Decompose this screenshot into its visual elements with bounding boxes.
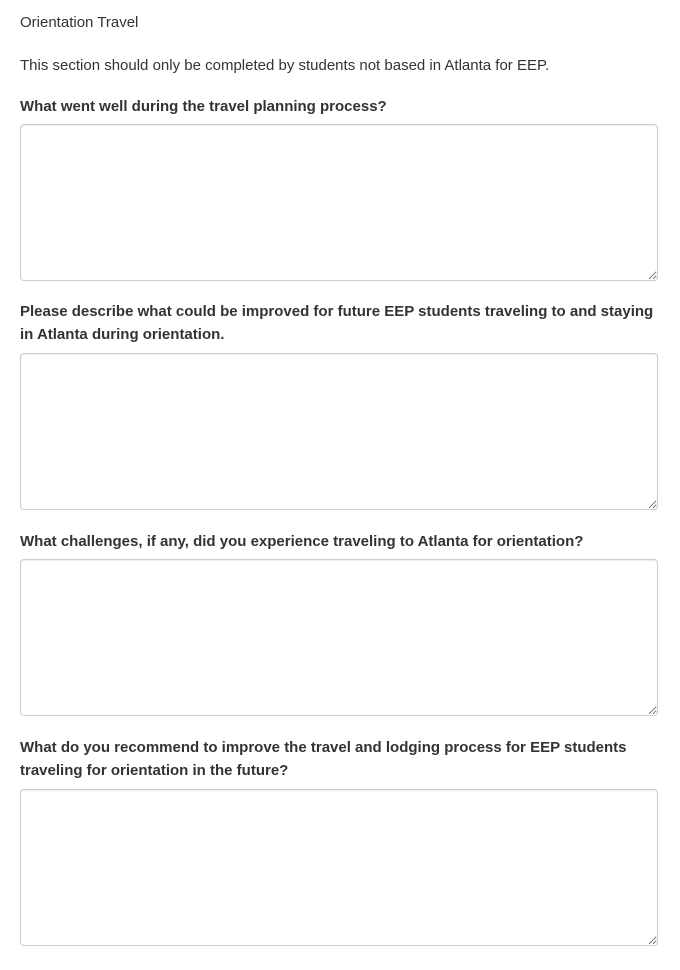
answer-field-travel-lodging-recommendations[interactable] [20,789,658,946]
section-description: This section should only be completed by students not based in Atlanta for EEP. [20,57,550,74]
section-title: Orientation Travel [20,14,139,31]
question-label-travel-lodging-recommendations: What do you recommend to improve the travel and lodging process for EEP students traveling for orientation in the future? [20,739,627,779]
question-label-travel-challenges: What challenges, if any, did you experience traveling to Atlanta for orientation? [20,533,584,550]
question-label-travel-planning-went-well: What went well during the travel planning process? [20,98,387,115]
answer-field-travel-planning-went-well[interactable] [20,124,658,281]
answer-field-travel-challenges[interactable] [20,559,658,716]
answer-field-improvements-for-future-students[interactable] [20,353,658,510]
question-label-improvements-for-future-students: Please describe what could be improved for future EEP students traveling to and staying in Atlanta during orientation. [20,303,654,343]
